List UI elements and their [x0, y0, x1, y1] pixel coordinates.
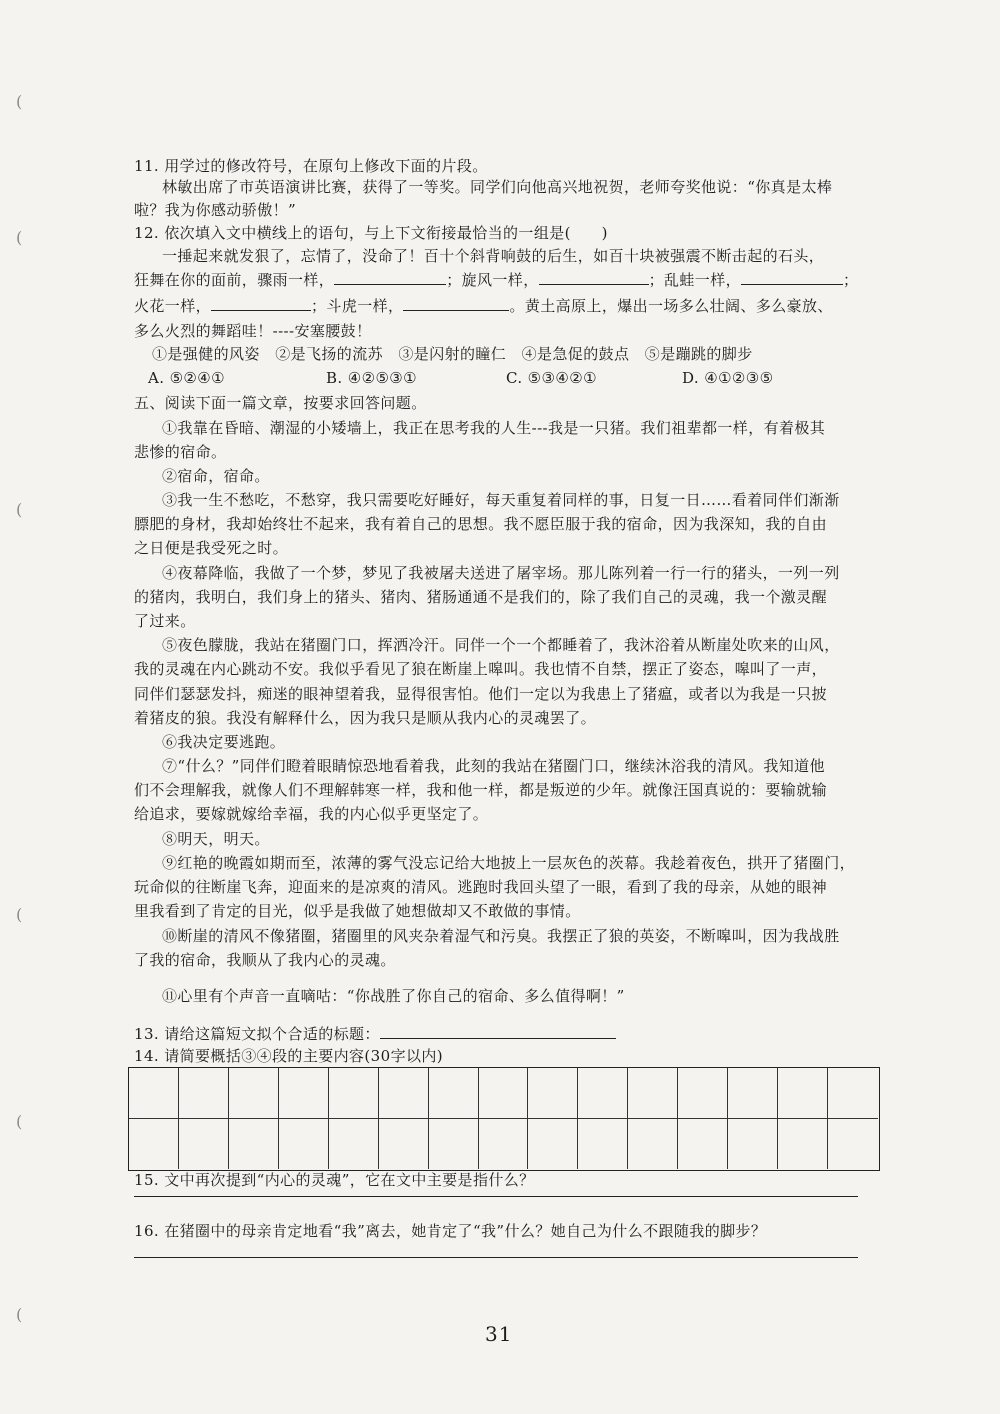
answer-grid-cell[interactable]	[429, 1068, 479, 1119]
answer-grid-cell[interactable]	[329, 1119, 379, 1170]
passage-line: 我的灵魂在内心跳动不安。我似乎看见了狼在断崖上嗥叫。我也情不自禁，摆正了姿态，嗥叫了一声，	[134, 660, 828, 678]
section-5-heading: 五、阅读下面一篇文章，按要求回答问题。	[134, 394, 427, 412]
answer-grid-cell[interactable]	[628, 1119, 678, 1170]
passage-line: 膘肥的身材，我却始终壮不起来，我有着自己的思想。我不愿臣服于我的宿命，因为我深知，我的自由	[134, 515, 828, 533]
answer-grid-cell[interactable]	[728, 1068, 778, 1119]
binding-mark: (	[16, 905, 23, 924]
question-14-stem: 14. 请简要概括③④段的主要内容(30字以内)	[134, 1047, 444, 1065]
fill-blank[interactable]	[741, 270, 843, 285]
passage-line: 的猪肉，我明白，我们身上的猪头、猪肉、猪肠通通不是我们的，除了我们自己的灵魂，我一个激灵醒	[134, 588, 828, 606]
question-12-option-c[interactable]: C. ⑤③④②①	[506, 369, 597, 387]
title-answer-blank[interactable]	[380, 1024, 616, 1039]
passage-line: 玩命似的往断崖飞奔，迎面来的是凉爽的清风。逃跑时我回头望了一眼，看到了我的母亲，从她的眼神	[134, 878, 828, 896]
passage-line: 悲惨的宿命。	[134, 443, 227, 461]
binding-mark: (	[16, 500, 23, 519]
answer-grid-cell[interactable]	[279, 1119, 329, 1170]
answer-grid-cell[interactable]	[479, 1119, 529, 1170]
answer-grid-cell[interactable]	[628, 1068, 678, 1119]
question-12-option-a[interactable]: A. ⑤②④①	[148, 369, 225, 387]
binding-mark: (	[16, 1305, 23, 1324]
binding-mark: (	[16, 228, 23, 247]
answer-grid-cell[interactable]	[578, 1119, 628, 1170]
question-12-passage: 多么火烈的舞蹈哇！----安塞腰鼓！	[134, 322, 372, 340]
answer-grid-cell[interactable]	[179, 1119, 229, 1170]
passage-line: 里我看到了肯定的目光，似乎是我做了她想做却又不敢做的事情。	[134, 902, 581, 920]
answer-grid-cell[interactable]	[728, 1119, 778, 1170]
answer-grid-cell[interactable]	[129, 1119, 179, 1170]
passage-line: 们不会理解我，就像人们不理解韩寒一样，我和他一样，都是叛逆的少年。就像汪国真说的：要输就输	[134, 781, 828, 799]
question-12-choices: ①是强健的风姿 ②是飞扬的流苏 ③是闪射的瞳仁 ④是急促的鼓点 ⑤是蹦跳的脚步	[152, 345, 753, 363]
passage-line: ①我靠在昏暗、潮湿的小矮墙上，我正在思考我的人生---我是一只猪。我们祖辈都一样，有着极其	[162, 419, 826, 437]
passage-line: ⑩断崖的清风不像猪圈，猪圈里的风夹杂着湿气和污臭。我摆正了狼的英姿，不断嗥叫，因为我战胜	[162, 927, 840, 945]
passage-line: ③我一生不愁吃，不愁穿，我只需要吃好睡好，每天重复着同样的事，日复一日……看着同伴们渐渐	[162, 491, 840, 509]
passage-line: ⑥我决定要逃跑。	[162, 733, 286, 751]
answer-grid-cell[interactable]	[229, 1068, 279, 1119]
answer-grid-cell[interactable]	[379, 1119, 429, 1170]
page-number: 31	[485, 1322, 513, 1346]
passage-line: ⑧明天，明天。	[162, 830, 270, 848]
question-12-option-b[interactable]: B. ④②⑤③①	[326, 369, 417, 387]
answer-grid-cell[interactable]	[528, 1119, 578, 1170]
answer-line[interactable]	[134, 1257, 858, 1258]
answer-grid-cell[interactable]	[578, 1068, 628, 1119]
answer-line[interactable]	[134, 1196, 858, 1197]
question-12-passage: 狂舞在你的面前，骤雨一样， ；旋风一样， ；乱蛙一样， ；	[134, 271, 859, 289]
question-12-passage: 一捶起来就发狠了，忘情了，没命了！百十个斜背响鼓的后生，如百十块被强震不断击起的石头，	[162, 247, 825, 265]
passage-line: 了过来。	[134, 612, 196, 630]
fill-blank[interactable]	[403, 296, 509, 311]
passage-line: ⑤夜色朦胧，我站在猪圈门口，挥洒冷汗。同伴一个一个都睡着了，我沐浴着从断崖处吹来的山风，	[162, 636, 840, 654]
question-12-option-d[interactable]: D. ④①②③⑤	[682, 369, 774, 387]
passage-line: ②宿命，宿命。	[162, 467, 270, 485]
question-11-text: 啦？我为你感动骄傲！”	[134, 201, 297, 219]
answer-grid-cell[interactable]	[828, 1119, 878, 1170]
fill-blank[interactable]	[539, 270, 649, 285]
question-13-stem: 13. 请给这篇短文拟个合适的标题：	[134, 1024, 616, 1044]
answer-grid-cell[interactable]	[778, 1068, 828, 1119]
question-15-stem: 15. 文中再次提到“内心的灵魂”，它在文中主要是指什么？	[134, 1171, 535, 1189]
answer-grid-cell[interactable]	[179, 1068, 229, 1119]
passage-line: ⑪心里有个声音一直嘀咕：“你战胜了你自己的宿命、多么值得啊！”	[162, 987, 625, 1005]
answer-grid-cell[interactable]	[528, 1068, 578, 1119]
answer-grid-cell[interactable]	[379, 1068, 429, 1119]
binding-mark: (	[16, 92, 23, 111]
answer-grid-cell[interactable]	[678, 1068, 728, 1119]
answer-grid-cell[interactable]	[778, 1119, 828, 1170]
passage-line: 之日便是我受死之时。	[134, 539, 289, 557]
question-12-stem: 12. 依次填入文中横线上的语句，与上下文衔接最恰当的一组是( )	[134, 224, 608, 242]
question-16-stem: 16. 在猪圈中的母亲肯定地看“我”离去，她肯定了“我”什么？她自己为什么不跟随我的脚步？	[134, 1222, 767, 1240]
answer-grid[interactable]	[128, 1067, 880, 1171]
passage-line: ⑨红艳的晚霞如期而至，浓薄的雾气没忘记给大地披上一层灰色的茨幕。我趁着夜色，拱开了猪圈门，	[162, 854, 856, 872]
answer-grid-cell[interactable]	[229, 1119, 279, 1170]
passage-line: 着猪皮的狼。我没有解释什么，因为我只是顺从我内心的灵魂罢了。	[134, 709, 597, 727]
answer-grid-cell[interactable]	[678, 1119, 728, 1170]
question-11-stem: 11. 用学过的修改符号，在原句上修改下面的片段。	[134, 157, 488, 175]
binding-mark: (	[16, 1112, 23, 1131]
answer-grid-cell[interactable]	[129, 1068, 179, 1119]
answer-grid-cell[interactable]	[828, 1068, 878, 1119]
answer-grid-cell[interactable]	[429, 1119, 479, 1170]
answer-grid-cell[interactable]	[279, 1068, 329, 1119]
passage-line: 给追求，要嫁就嫁给幸福，我的内心似乎更坚定了。	[134, 805, 489, 823]
question-12-passage: 火花一样， ；斗虎一样， 。黄土高原上，爆出一场多么壮阔、多么豪放、	[134, 297, 833, 315]
fill-blank[interactable]	[211, 296, 311, 311]
passage-line: 同伴们瑟瑟发抖，痴迷的眼神望着我，显得很害怕。他们一定以为我患上了猪瘟，或者以为我是一只披	[134, 685, 828, 703]
fill-blank[interactable]	[334, 270, 446, 285]
question-11-text: 林敏出席了市英语演讲比赛，获得了一等奖。同学们向他高兴地祝贺，老师夸奖他说：“你真是太棒	[162, 178, 833, 196]
passage-line: ⑦“什么？”同伴们瞪着眼睛惊恐地看着我，此刻的我站在猪圈门口，继续沐浴我的清风。我知道他	[162, 757, 825, 775]
passage-line: ④夜幕降临，我做了一个梦，梦见了我被屠夫送进了屠宰场。那儿陈列着一行一行的猪头，一列一列	[162, 564, 840, 582]
answer-grid-cell[interactable]	[479, 1068, 529, 1119]
passage-line: 了我的宿命，我顺从了我内心的灵魂。	[134, 951, 396, 969]
answer-grid-cell[interactable]	[329, 1068, 379, 1119]
